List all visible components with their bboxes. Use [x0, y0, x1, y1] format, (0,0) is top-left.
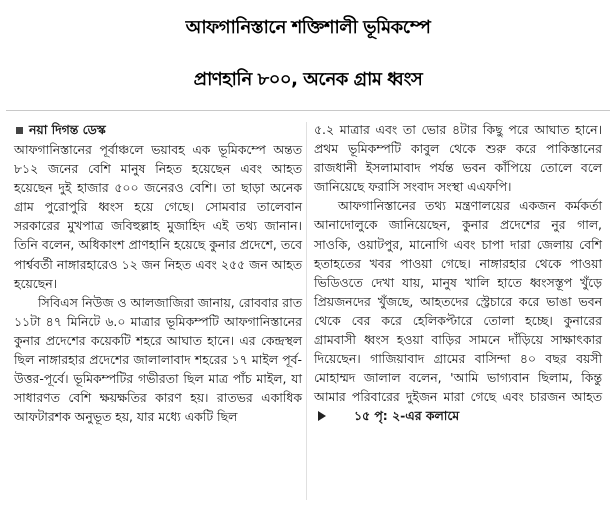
- paragraph: আফগানিস্তানের পূর্বাঞ্চলে ভয়াবহ এক ভূমিকম্পে অন্তত ৮১২ জনের বেশি মানুষ নিহত হয়েছেন এবং আহত হয়েছেন দুই হাজার ৫০০ জনেরও বেশি। তা ছাড়া অনেক গ্রাম পুরোপুরি ধ্বংস হয়ে গেছে। সোমবার তালেবান সরকারের মুখপাত্র জবিহুল্লাহ মুজাহিদ এই তথ্য জানান। তিনি বলেন, অধিকাংশ প্রাণহানি হয়েছে কুনার প্রদেশে, তবে পার্শ্ববর্তী নাঙ্গারহারেও ১২ জন নিহত এবং ২৫৫ জন আহত হয়েছেন।: [14, 142, 302, 291]
- byline: [14, 120, 302, 140]
- headline-line-2: প্রাণহানি ৮০০, অনেক গ্রাম ধ্বংস: [193, 69, 423, 90]
- article-column-right: [314, 120, 602, 426]
- triangle-pointer-icon: [318, 411, 326, 421]
- paragraph: [314, 196, 602, 426]
- jump-text: ১৫ পৃ: ২-এর কলামে: [354, 408, 460, 424]
- headline: [8, 2, 608, 106]
- byline-text: নয়া দিগন্ত ডেস্ক: [29, 122, 106, 138]
- paragraph-text: আফগানিস্তানের তথ্য মন্ত্রণালয়ের একজন কর্মকর্তা আনাদোলুকে জানিয়েছেন, কুনার প্রদেশের নুর গাল, সাওকি, ওয়াটপুর, মানোগি এবং চাপা দারা জেলায় বেশি হতাহতের খবর পাওয়া গেছে। নাঙ্গারহার থেকে পাওয়া ভিডিওতে দেখা যায়, মানুষ খালি হাতে ধ্বংসস্তূপ খুঁড়ে প্রিয়জনদের খুঁজছে, আহতদের স্ট্রেচারে করে ভাঙা ভবন থেকে বের করে হেলিকপ্টারে তোলা হচ্ছে। কুনারের গ্রামবাসী ধ্বংস হওয়া বাড়ির সামনে দাঁড়িয়ে সাক্ষাৎকার দিয়েছেন। গাজিয়াবাদ গ্রামের বাসিন্দা ৪০ বছর বয়সী মোহাম্মদ জালাল বলেন, 'আমি ভাগ্যবান ছিলাম, কিন্তু আমার পরিবারের দুইজন মারা গেছে এবং চারজন আহত: [314, 198, 602, 405]
- column-divider: [306, 122, 307, 500]
- headline-line-1: আফগানিস্তানে শক্তিশালী ভূমিকম্পে: [185, 17, 431, 38]
- square-bullet-icon: [16, 127, 23, 134]
- article-column-left: [14, 120, 302, 426]
- jump-reference: [314, 406, 459, 425]
- paragraph: সিবিএস নিউজ ও আলজাজিরা জানায়, রোববার রাত ১১টা ৪৭ মিনিটে ৬.০ মাত্রার ভূমিকম্পটি আফগানিস্তানের কুনার প্রদেশের কয়েকটি শহরে আঘাত হানে। এর কেন্দ্রস্থল ছিল নাঙ্গারহার প্রদেশের জালালাবাদ শহরের ১৭ মাইল পূর্ব-উত্তর-পূর্বে। ভূমিকম্পটির গভীরতা ছিল মাত্র পাঁচ মাইল, যা সাধারণত বেশি ক্ষয়ক্ষতির কারণ হয়। রাতভর একাধিক আফটারশক অনুভূত হয়, যার মধ্যে একটি ছিল: [14, 294, 302, 425]
- paragraph: ৫.২ মাত্রার এবং তা ভোর ৪টার কিছু পরে আঘাত হানে। প্রথম ভূমিকম্পটি কাবুল থেকে শুরু করে পাকিস্তানের রাজধানী ইসলামাবাদ পর্যন্ত ভবন কাঁপিয়ে তোলে বলে জানিয়েছে ফরাসি সংবাদ সংস্থা এএফপি।: [314, 122, 602, 195]
- headline-rule: [6, 110, 610, 111]
